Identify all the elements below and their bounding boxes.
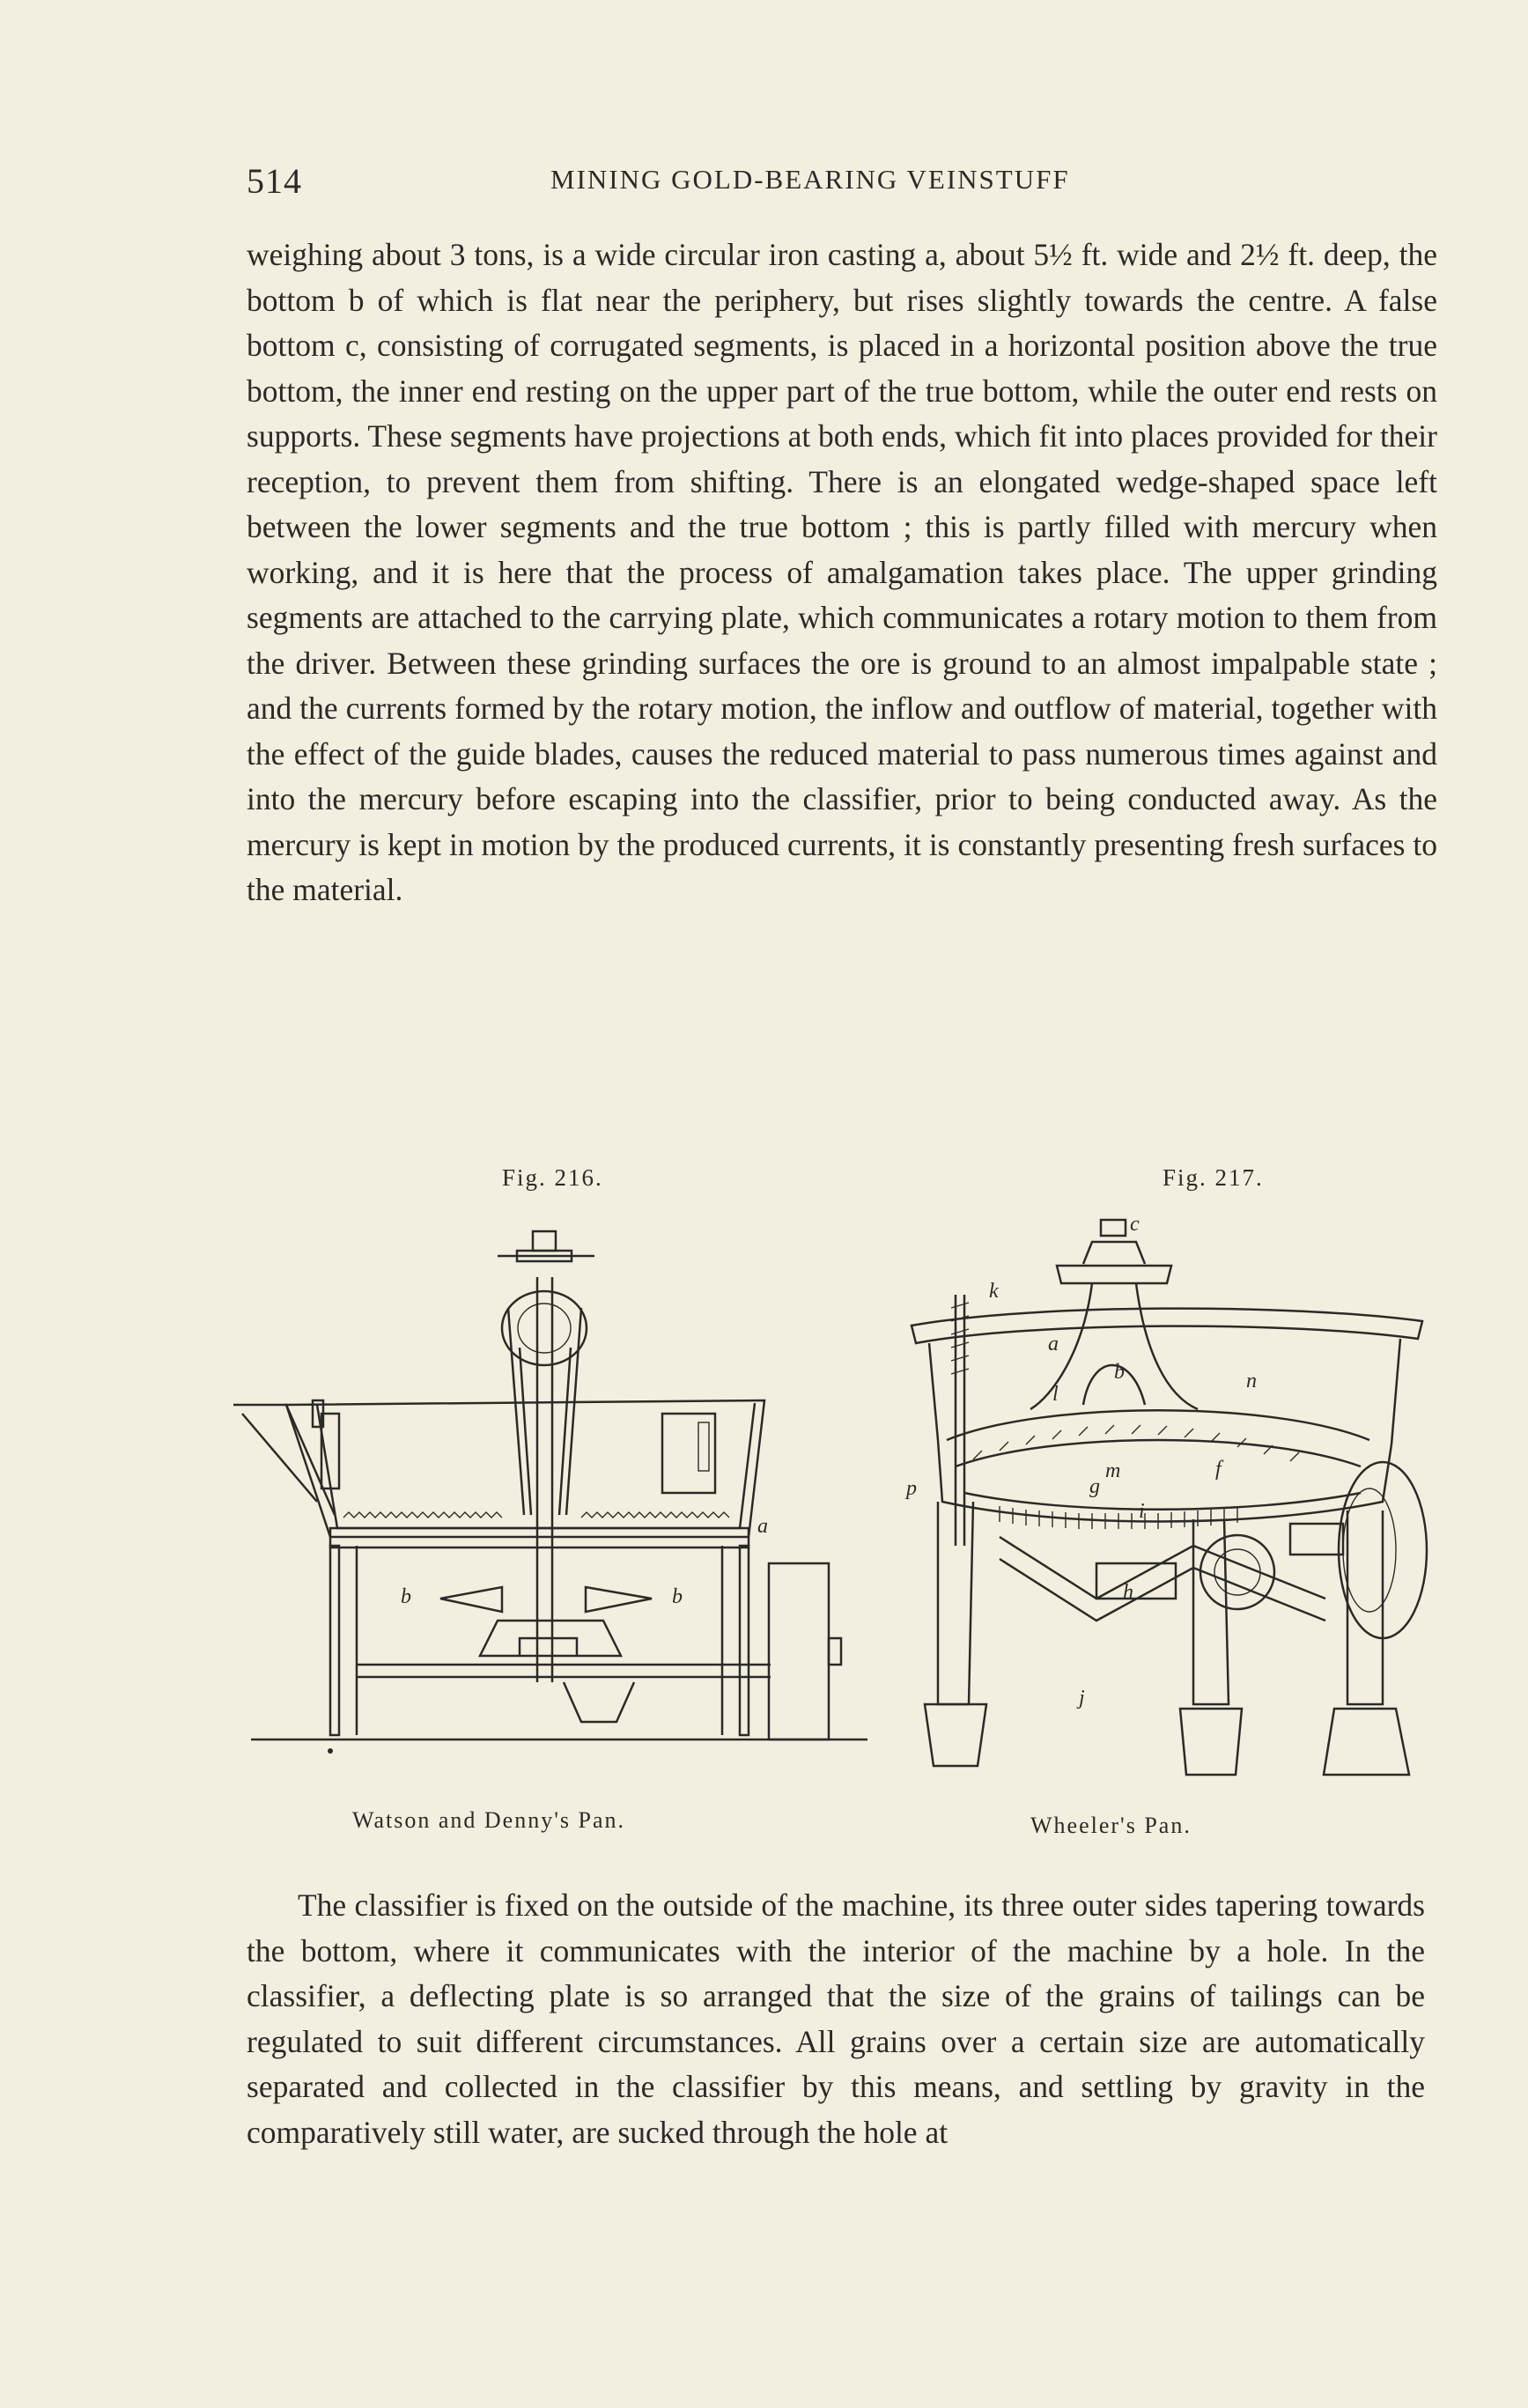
fig-217-letter-h: h <box>1123 1581 1133 1604</box>
fig-217-letter-c: c <box>1130 1213 1140 1236</box>
fig-216-illustration <box>233 1224 881 1788</box>
fig-216-caption: Watson and Denny's Pan. <box>352 1807 625 1833</box>
fig-217-caption: Wheeler's Pan. <box>1030 1813 1192 1838</box>
fig-216-label: Fig. 216. <box>502 1164 603 1191</box>
fig-217-letter-k: k <box>989 1280 999 1303</box>
fig-217-letter-m: m <box>1105 1459 1121 1482</box>
page-header <box>247 160 1436 204</box>
fig-217-letter-n: n <box>1246 1370 1257 1392</box>
fig-217-illustration <box>903 1211 1431 1801</box>
page-number: 514 <box>247 161 302 201</box>
fig-217-letter-a: a <box>1048 1333 1059 1355</box>
fig-217-letter-i: i <box>1139 1500 1145 1523</box>
fig-216-letter-b-left: b <box>401 1585 411 1608</box>
fig-217-letter-p: p <box>906 1477 917 1500</box>
fig-217-label: Fig. 217. <box>1163 1164 1264 1191</box>
body-paragraph-2: The classifier is fixed on the outside of the machine, its three outer sides tapering towards the bottom, where it communicates with the interior of the machine by a hole. In the classifier, a deflecting plate is so arranged that the size of the grains of tailings can be regulated to suit different circumstances. All grains over a certain size are automatically separated and collected in the classifier by this means, and settling by gravity in the comparatively still water, are sucked through the hole at <box>247 1887 1425 2150</box>
fig-217-letter-f: f <box>1215 1458 1222 1481</box>
fig-217-letter-l: l <box>1052 1383 1059 1406</box>
fig-216-letter-a: a <box>757 1515 768 1538</box>
body-paragraph-1: weighing about 3 tons, is a wide circular iron casting a, about 5½ ft. wide and 2½ ft. deep, the bottom b of which is flat near the periphery, but rises slightly towards the centre. A false bottom c, consisting of corrugated segments, is placed in a horizontal position above the true bottom, the inner end resting on the upper part of the true bottom, while the outer end rests on supports. These segments have projections at both ends, which fit into places provided for their reception, to prevent them from shifting. There is an elongated wedge-shaped space left between the lower segments and the true bottom ; this is partly filled with mercury when working, and it is here that the process of amalgamation takes place. The upper grinding segments are attached to the carrying plate, which communicates a rotary motion to them from the driver. Between these grinding surfaces the ore is ground to an almost impalpable state ; and the currents formed by the rotary motion, the inflow and outflow of material, together with the effect of the guide blades, causes the reduced material to pass numerous times against and into the mercury before escaping into the classifier, prior to being conducted away. As the mercury is kept in motion by the produced currents, it is constantly presenting fresh surfaces to the material. <box>247 237 1437 907</box>
fig-217-letter-b: b <box>1114 1361 1125 1384</box>
fig-216-letter-b-right: b <box>672 1585 683 1608</box>
fig-217-letter-g: g <box>1089 1475 1100 1498</box>
running-head: MINING GOLD-BEARING VEINSTUFF <box>550 164 1070 195</box>
fig-217-letter-j: j <box>1079 1687 1085 1710</box>
